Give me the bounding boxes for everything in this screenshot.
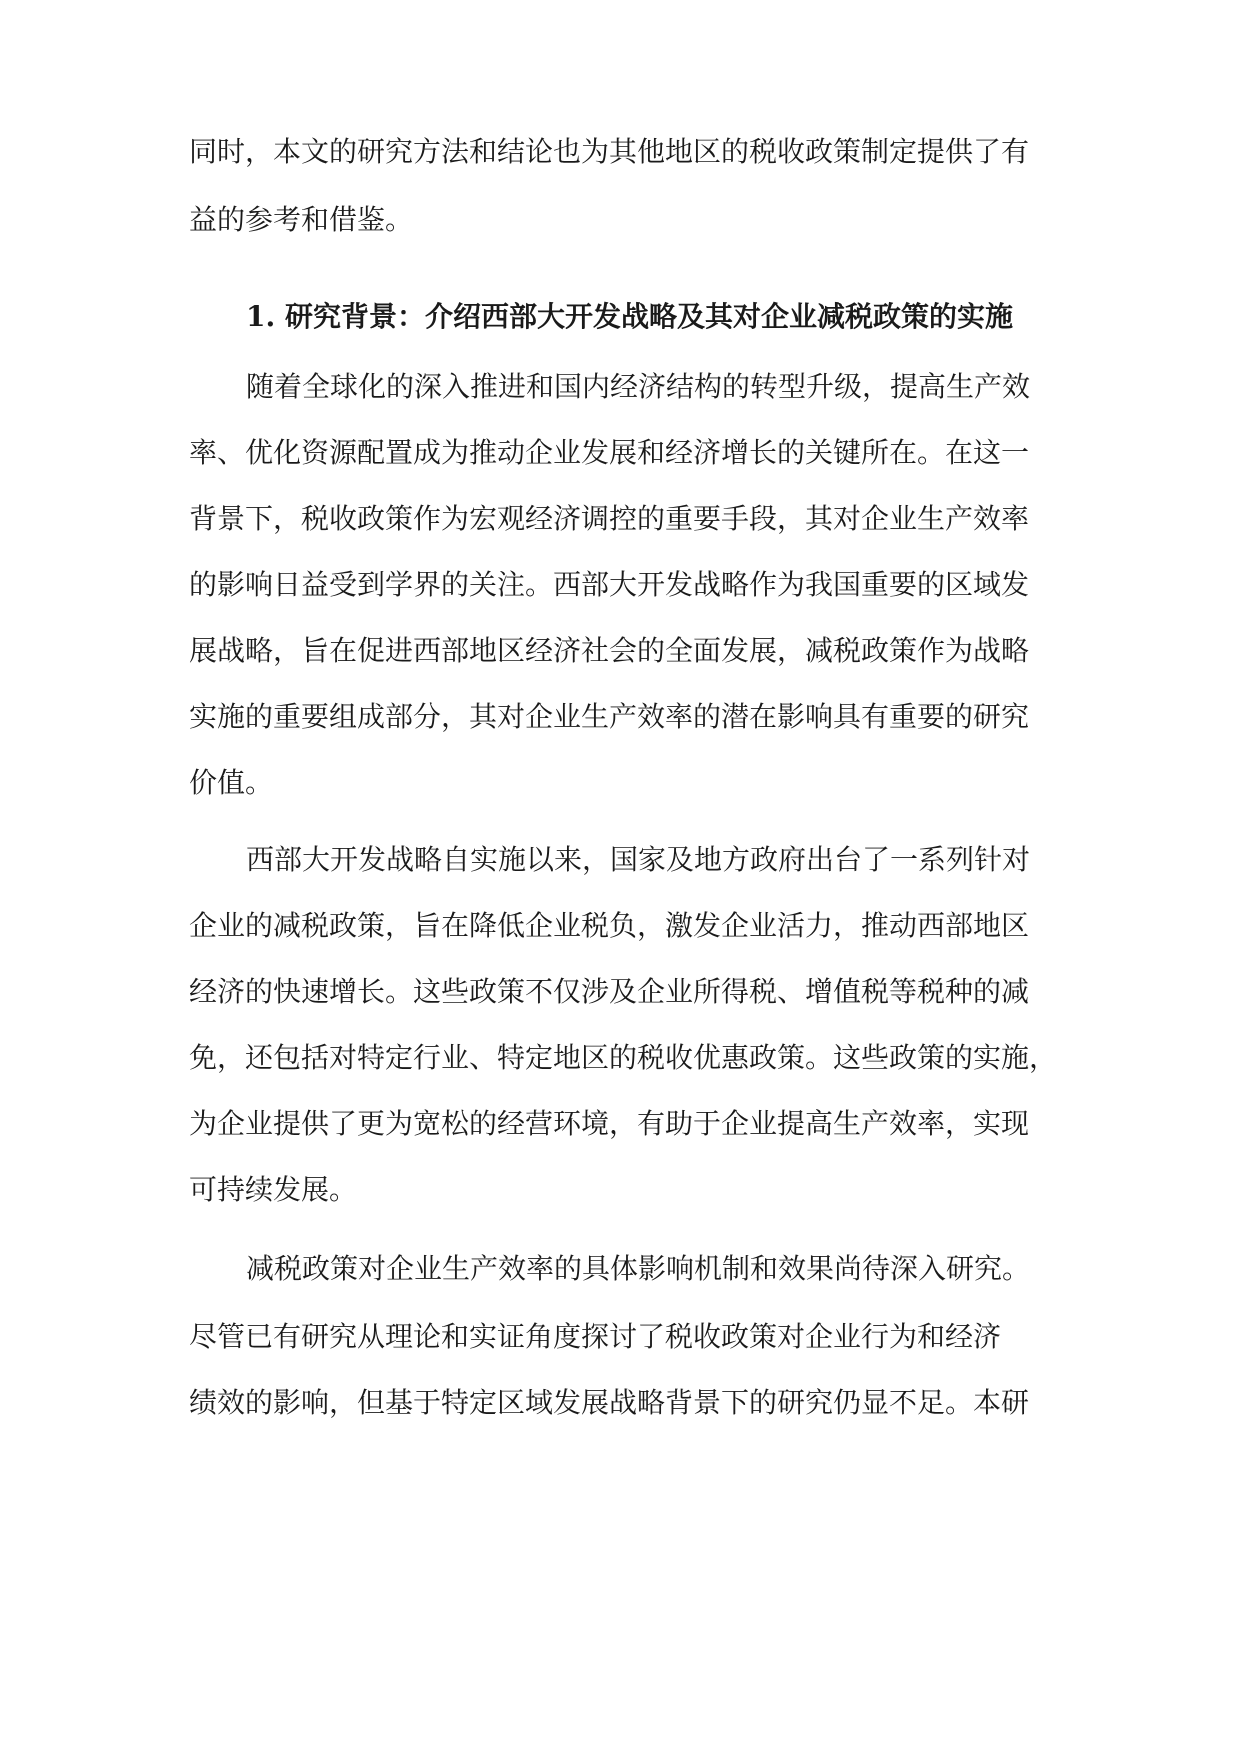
paragraph-1-line-2: 率、优化资源配置成为推动企业发展和经济增长的关键所在。在这一 bbox=[189, 436, 1030, 469]
paragraph-2-line-2: 企业的减税政策，旨在降低企业税负，激发企业活力，推动西部地区 bbox=[189, 909, 1030, 942]
paragraph-2-line-1: 西部大开发战略自实施以来，国家及地方政府出台了一系列针对 bbox=[246, 843, 1031, 876]
paragraph-1-line-3: 背景下，税收政策作为宏观经济调控的重要手段，其对企业生产效率 bbox=[189, 502, 1030, 535]
paragraph-2-line-4: 免，还包括对特定行业、特定地区的税收优惠政策。这些政策的实施， bbox=[189, 1041, 1058, 1074]
paragraph-3-line-3: 绩效的影响，但基于特定区域发展战略背景下的研究仍显不足。本研 bbox=[189, 1386, 1030, 1419]
section-heading: 1. 研究背景：介绍西部大开发战略及其对企业减税政策的实施 bbox=[246, 300, 1013, 333]
intro-line-2: 益的参考和借鉴。 bbox=[189, 203, 414, 236]
paragraph-1-line-6: 实施的重要组成部分，其对企业生产效率的潜在影响具有重要的研究 bbox=[189, 700, 1030, 733]
paragraph-2-line-3: 经济的快速增长。这些政策不仅涉及企业所得税、增值税等税种的减 bbox=[189, 975, 1030, 1008]
intro-line-1: 同时，本文的研究方法和结论也为其他地区的税收政策制定提供了有 bbox=[189, 135, 1030, 168]
paragraph-1-line-4: 的影响日益受到学界的关注。西部大开发战略作为我国重要的区域发 bbox=[189, 568, 1030, 601]
paragraph-1-line-1: 随着全球化的深入推进和国内经济结构的转型升级，提高生产效 bbox=[246, 370, 1031, 403]
paragraph-2-line-5: 为企业提供了更为宽松的经营环境，有助于企业提高生产效率，实现 bbox=[189, 1107, 1030, 1140]
paragraph-3-line-1: 减税政策对企业生产效率的具体影响机制和效果尚待深入研究。 bbox=[246, 1252, 1031, 1285]
paragraph-1-line-5: 展战略，旨在促进西部地区经济社会的全面发展，减税政策作为战略 bbox=[189, 634, 1030, 667]
paragraph-3-line-2: 尽管已有研究从理论和实证角度探讨了税收政策对企业行为和经济 bbox=[189, 1320, 1002, 1353]
paragraph-2-line-6: 可持续发展。 bbox=[189, 1173, 358, 1206]
paragraph-1-line-7: 价值。 bbox=[189, 766, 274, 799]
